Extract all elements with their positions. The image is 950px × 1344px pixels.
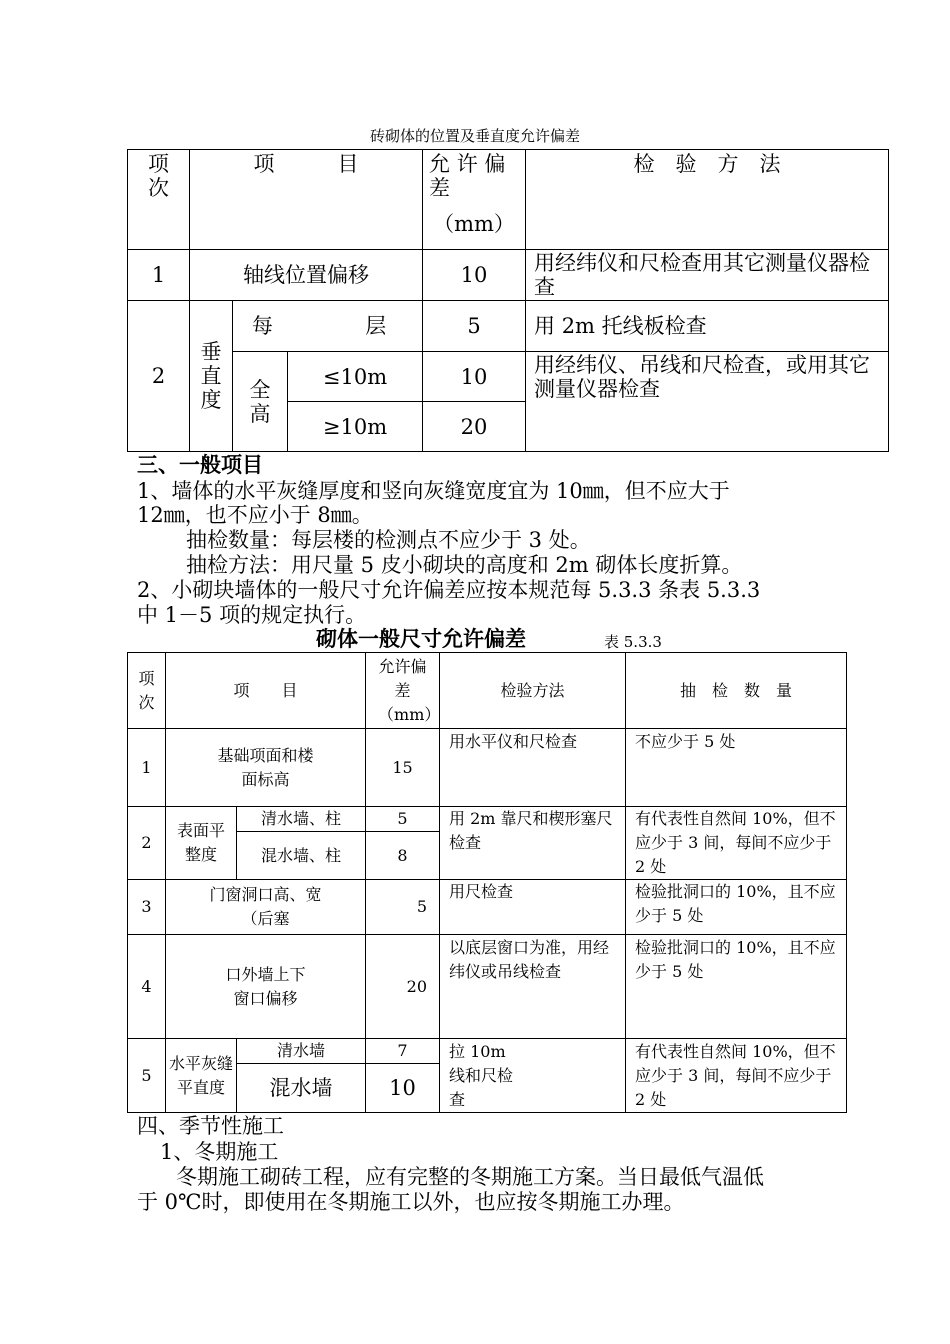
row2-total-method: 用经纬仪、吊线和尺检查，或用其它测量仪器检查	[526, 352, 889, 452]
t2-r4-qty: 检验批洞口的 10%，且不应少于 5 处	[626, 935, 847, 1039]
row2-group: 垂直度	[190, 301, 233, 452]
t2-r5-tolerance2: 10	[366, 1064, 440, 1113]
t2-r4-no: 4	[128, 935, 166, 1039]
subsection-winter: 1、冬期施工	[160, 1140, 279, 1164]
t2-r5-method	[440, 1039, 626, 1113]
row2-total: 全高	[233, 352, 288, 452]
t2-r3-item: 门窗洞口高、宽（后塞	[166, 880, 366, 935]
t2-r2-tolerance2: 8	[366, 832, 440, 880]
t2-r2-sub2: 混水墙、柱	[237, 832, 366, 880]
t2-r3-tolerance: 5	[366, 880, 440, 935]
t2-r4-method: 以底层窗口为准，用经纬仪或吊线检查	[440, 935, 626, 1039]
t2-r2-group: 表面平整度	[166, 807, 237, 880]
table2-label: 表 5.3.3	[604, 633, 662, 651]
t2-r2-method: 用 2m 靠尺和楔形塞尺检查	[440, 807, 626, 880]
row1-no: 1	[128, 250, 190, 301]
t2-header-method: 检验方法	[440, 653, 626, 729]
row1-method: 用经纬仪和尺检查用其它测量仪器检查	[526, 250, 889, 301]
t2-r1-qty: 不应少于 5 处	[626, 729, 847, 807]
tolerance-table-1	[127, 149, 889, 452]
t2-r2-tolerance1: 5	[366, 807, 440, 832]
paragraph-1b: 12㎜，也不应小于 8㎜。	[137, 503, 373, 527]
table1-title: 砖砌体的位置及垂直度允许偏差	[369, 127, 580, 145]
header-item: 项 目	[190, 150, 423, 250]
t2-r5-qty: 有代表性自然间 10%，但不应少于 3 间，每间不应少于 2 处	[626, 1039, 847, 1113]
t2-header-qty: 抽 检 数 量	[626, 653, 847, 729]
tolerance-table-2	[127, 652, 847, 1113]
header-tolerance-unit: （mm）	[433, 212, 515, 236]
t2-r2-no: 2	[128, 807, 166, 880]
paragraph-5a: 冬期施工砌砖工程，应有完整的冬期施工方案。当日最低气温低	[176, 1165, 764, 1189]
paragraph-5b: 于 0℃时，即使用在冬期施工以外，也应按冬期施工办理。	[137, 1190, 685, 1214]
row2-ge-tolerance: 20	[423, 402, 526, 452]
t2-r5-tolerance1: 7	[366, 1039, 440, 1064]
t2-r1-tolerance: 15	[366, 729, 440, 807]
row1-item: 轴线位置偏移	[190, 250, 423, 301]
t2-r5-sub1: 清水墙	[237, 1039, 366, 1064]
t2-r3-method: 用尺检查	[440, 880, 626, 935]
section-heading-4: 四、季节性施工	[137, 1114, 284, 1138]
t2-r1-item: 基础项面和楼面标高	[166, 729, 366, 807]
section-heading-3: 三、一般项目	[137, 453, 263, 477]
t2-r4-tolerance: 20	[366, 935, 440, 1039]
t2-r3-qty: 检验批洞口的 10%，且不应少于 5 处	[626, 880, 847, 935]
table2-title: 砌体一般尺寸允许偏差	[316, 627, 526, 651]
header-no: 项次	[128, 150, 190, 250]
paragraph-1a: 1、墙体的水平灰缝厚度和竖向灰缝宽度宜为 10㎜，但不应大于	[137, 479, 730, 503]
row2-each-tolerance: 5	[423, 301, 526, 352]
t2-r2-sub1: 清水墙、柱	[237, 807, 366, 832]
t2-r1-no: 1	[128, 729, 166, 807]
t2-r5-group: 水平灰缝平直度	[166, 1039, 237, 1113]
t2-r5-no: 5	[128, 1039, 166, 1113]
t2-r4-item: 口外墙上下窗口偏移	[166, 935, 366, 1039]
row2-ge: ≥10m	[288, 402, 423, 452]
paragraph-4b: 中 1－5 项的规定执行。	[137, 603, 367, 627]
header-tolerance-b: 差	[429, 176, 451, 200]
row2-le-tolerance: 10	[423, 352, 526, 402]
paragraph-3: 抽检方法：用尺量 5 皮小砌块的高度和 2m 砌体长度折算。	[186, 553, 743, 577]
t2-r2-qty: 有代表性自然间 10%，但不应少于 3 间，每间不应少于 2 处	[626, 807, 847, 880]
paragraph-4a: 2、小砌块墙体的一般尺寸允许偏差应按本规范每 5.3.3 条表 5.3.3	[137, 578, 761, 602]
row1-tolerance: 10	[423, 250, 526, 301]
t2-header-tolerance: 允许偏差（mm）	[366, 653, 440, 729]
row2-no: 2	[128, 301, 190, 452]
t2-r5-sub2: 混水墙	[237, 1064, 366, 1113]
t2-r3-no: 3	[128, 880, 166, 935]
header-tolerance	[423, 150, 526, 250]
t2-header-no: 项次	[128, 653, 166, 729]
t2-header-item: 项 目	[166, 653, 366, 729]
t2-r1-method: 用水平仪和尺检查	[440, 729, 626, 807]
paragraph-2: 抽检数量：每层楼的检测点不应少于 3 处。	[186, 528, 591, 552]
header-tolerance-a: 允 许 偏	[429, 152, 506, 176]
t2-r5-method-text: 拉 10m 线和尺检查	[449, 1042, 514, 1109]
row2-each-method: 用 2m 托线板检查	[526, 301, 889, 352]
row2-le: ≤10m	[288, 352, 423, 402]
header-method: 检 验 方 法	[526, 150, 889, 250]
row2-each: 每 层	[233, 301, 423, 352]
